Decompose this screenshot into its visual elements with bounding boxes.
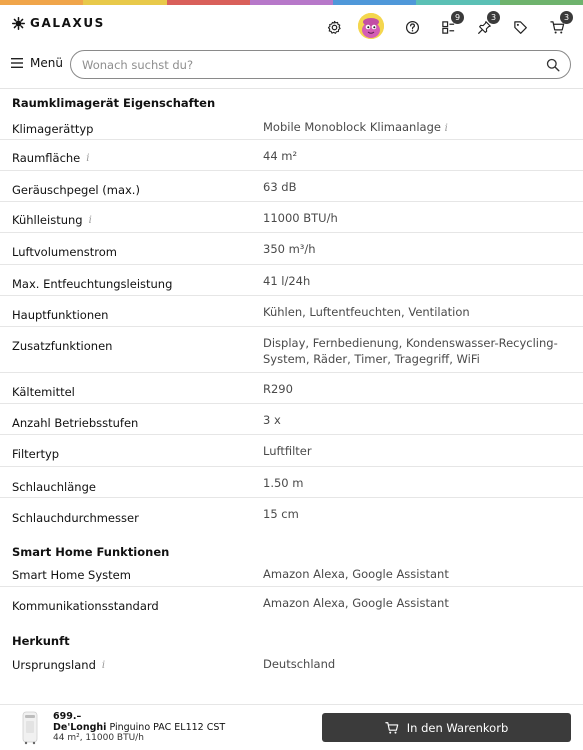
menu-button[interactable] [11, 56, 63, 70]
galaxus-logo[interactable] [12, 16, 105, 30]
spec-label: Kommunikationsstandard [12, 599, 159, 613]
spec-value: 11000 BTU/h [263, 211, 338, 225]
top-navigation-bar [0, 5, 583, 47]
product-brand: De'Longhi [53, 722, 107, 733]
spec-label-text: Ursprungsland [12, 658, 96, 672]
spec-value: 3 x [263, 413, 281, 427]
header-divider [0, 88, 583, 89]
menu-label: Menü [30, 56, 63, 70]
spec-row [0, 202, 583, 233]
spec-value: 63 dB [263, 180, 297, 194]
deals-tag-icon [513, 20, 528, 35]
spec-label: Max. Entfeuchtungsleistung [12, 277, 173, 291]
spec-value: Kühlen, Luftentfeuchten, Ventilation [263, 305, 470, 319]
spec-row [0, 265, 583, 296]
info-icon[interactable]: i [88, 214, 92, 226]
search-field[interactable] [70, 50, 571, 79]
info-icon[interactable]: i [444, 123, 448, 134]
spec-value: Amazon Alexa, Google Assistant [263, 596, 449, 610]
spec-label: Luftvolumenstrom [12, 245, 117, 259]
spec-value: 15 cm [263, 507, 299, 521]
spec-label: Hauptfunktionen [12, 308, 109, 322]
spec-value: Luftfilter [263, 444, 312, 458]
spec-row [0, 373, 583, 404]
product-price: 699.– [53, 711, 82, 722]
compare-button[interactable] [434, 13, 462, 41]
spec-label: Anzahl Betriebsstufen [12, 416, 139, 430]
add-to-cart-label: In den Warenkorb [406, 720, 509, 735]
avatar-character-icon [358, 13, 384, 39]
spec-value: Display, Fernbedienung, Kondenswasser-Recycling-System, Räder, Timer, Tragegriff, WiFi [263, 336, 558, 366]
spec-value: 350 m³/h [263, 242, 316, 256]
product-thumbnail[interactable] [18, 711, 42, 745]
spec-label [12, 151, 89, 165]
cart-icon [385, 721, 399, 735]
spec-label [12, 658, 105, 672]
section-title-properties: Raumklimagerät Eigenschaften [12, 96, 216, 110]
product-short-specs: 44 m², 11000 BTU/h [53, 733, 144, 743]
avatar[interactable] [358, 13, 384, 39]
spec-row [0, 404, 583, 435]
spec-label [12, 122, 93, 136]
help-icon [405, 20, 420, 35]
spec-row [0, 140, 583, 171]
spec-row [0, 233, 583, 265]
info-icon[interactable]: i [86, 152, 90, 164]
spec-row [0, 327, 583, 373]
section-title-smart-home: Smart Home Funktionen [12, 545, 170, 559]
spec-value: 1.50 m [263, 476, 304, 490]
spec-row [0, 587, 583, 619]
spec-label: Smart Home System [12, 568, 131, 582]
product-model: Pinguino PAC EL112 CST [109, 722, 226, 733]
spec-value: Amazon Alexa, Google Assistant [263, 567, 449, 581]
spec-row [0, 559, 583, 587]
spec-row [0, 435, 583, 467]
search-input[interactable] [71, 51, 511, 78]
spec-label [12, 213, 92, 227]
info-icon[interactable]: i [101, 659, 106, 671]
spec-row [0, 171, 583, 202]
logo-text: GALAXUS [30, 16, 105, 30]
compare-count-badge: 9 [451, 11, 464, 24]
spec-label: Kältemittel [12, 385, 75, 399]
spec-value-text: Mobile Monoblock Klimaanlage [263, 120, 441, 134]
spec-label: Schlauchlänge [12, 480, 96, 494]
search-icon[interactable] [546, 58, 560, 72]
spec-row [0, 648, 583, 676]
section-title-origin: Herkunft [12, 634, 70, 648]
cart-button[interactable] [543, 13, 571, 41]
spec-value: 41 l/24h [263, 274, 311, 288]
help-button[interactable] [398, 13, 426, 41]
cart-count-badge: 3 [560, 11, 573, 24]
spec-label-text: Klimagerättyp [12, 122, 94, 136]
spec-label-text: Raumfläche [12, 151, 81, 165]
spec-value [263, 119, 571, 137]
spec-label-text: Kühlleistung [12, 213, 83, 227]
spec-value: Deutschland [263, 657, 336, 671]
spec-value: R290 [263, 382, 293, 396]
galaxus-star-icon [12, 17, 25, 30]
spec-label: Filtertyp [12, 447, 60, 461]
add-to-cart-button[interactable] [322, 713, 571, 742]
spec-row [0, 296, 583, 327]
deals-button[interactable] [506, 13, 534, 41]
wishlist-button[interactable] [470, 13, 498, 41]
product-name[interactable] [53, 722, 225, 733]
sticky-purchase-bar [0, 704, 583, 750]
search-row [0, 48, 583, 82]
settings-button[interactable] [320, 13, 348, 41]
spec-row [0, 110, 583, 140]
spec-row [0, 498, 583, 529]
spec-value: 44 m² [263, 149, 298, 163]
hamburger-menu-icon [11, 58, 23, 68]
wishlist-count-badge: 3 [487, 11, 500, 24]
settings-icon [327, 20, 342, 35]
spec-label: Schlauchdurchmesser [12, 511, 139, 525]
spec-row [0, 467, 583, 498]
spec-label: Geräuschpegel (max.) [12, 183, 140, 197]
spec-label: Zusatzfunktionen [12, 339, 113, 353]
product-specifications [0, 96, 583, 676]
